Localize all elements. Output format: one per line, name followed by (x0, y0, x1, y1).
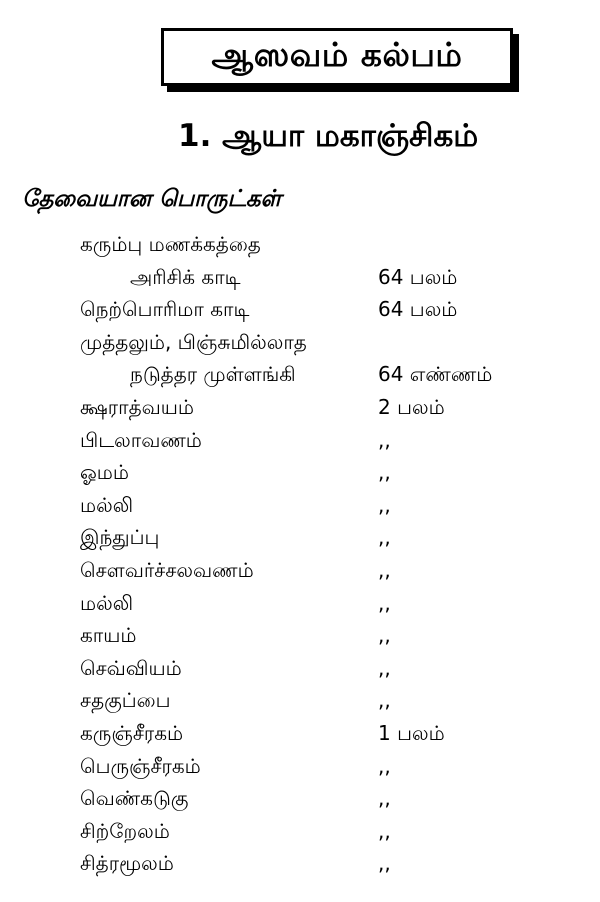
ingredient-row (0, 652, 600, 685)
ingredient-qty: ,, (378, 590, 391, 615)
ingredient-qty: ,, (378, 851, 391, 876)
ingredient-name: ஓமம் (80, 460, 129, 485)
ingredient-row (0, 391, 600, 424)
ingredient-name: இந்துப்பு (80, 525, 160, 550)
ingredient-row (0, 424, 600, 457)
ingredient-name: கருஞ்சீரகம் (80, 720, 184, 745)
ingredient-row (0, 521, 600, 554)
ingredient-name: நெற்பொரிமா காடி (80, 297, 250, 322)
ingredient-qty: ,, (378, 623, 391, 648)
ingredient-list (0, 228, 600, 880)
ingredient-qty: ,, (378, 492, 391, 517)
ingredient-row (0, 456, 600, 489)
ingredient-row (0, 619, 600, 652)
ingredient-name: காயம் (80, 623, 137, 648)
ingredient-row (0, 750, 600, 783)
ingredient-qty: 64 பலம் (378, 297, 458, 322)
box-title: ஆஸவம் கல்பம் (211, 35, 463, 74)
ingredient-row (0, 554, 600, 587)
ingredient-name: முத்தலும், பிஞ்சுமில்லாத (80, 329, 307, 354)
ingredient-row (0, 684, 600, 717)
ingredient-qty: ,, (378, 427, 391, 452)
ingredient-name: வெண்கடுகு (80, 786, 189, 811)
ingredient-row (0, 261, 600, 294)
ingredient-qty: 1 பலம் (378, 720, 445, 745)
ingredient-row (0, 326, 600, 359)
section-heading: தேவையான பொருட்கள் (22, 186, 282, 212)
ingredient-qty: 2 பலம் (378, 394, 445, 419)
ingredient-name: மல்லி (80, 590, 134, 615)
ingredient-name: அரிசிக் காடி (130, 264, 241, 289)
title-box (161, 28, 513, 86)
ingredient-name: க்ஷராத்வயம் (80, 394, 194, 419)
ingredient-name: மல்லி (80, 492, 134, 517)
ingredient-row (0, 717, 600, 750)
ingredient-qty: ,, (378, 786, 391, 811)
ingredient-name: சதகுப்பை (80, 688, 171, 713)
ingredient-name: நடுத்தர முள்ளங்கி (130, 362, 296, 387)
ingredient-qty: 64 எண்ணம் (378, 362, 493, 387)
ingredient-row (0, 489, 600, 522)
ingredient-row (0, 782, 600, 815)
ingredient-row (0, 587, 600, 620)
ingredient-qty: ,, (378, 655, 391, 680)
ingredient-qty: ,, (378, 753, 391, 778)
ingredient-row (0, 293, 600, 326)
ingredient-qty: ,, (378, 460, 391, 485)
ingredient-name: பெருஞ்சீரகம் (80, 753, 201, 778)
ingredient-row (0, 815, 600, 848)
ingredient-name: சித்ரமூலம் (80, 851, 174, 876)
ingredient-name: கரும்பு மணக்கத்தை (80, 232, 261, 256)
chapter-title: 1. ஆயா மகாஞ்சிகம் (178, 118, 479, 154)
ingredient-name: சிற்றேலம் (80, 818, 170, 843)
ingredient-name: செவ்வியம் (80, 655, 182, 680)
ingredient-qty: ,, (378, 557, 391, 582)
ingredient-name: பிடலாவணம் (80, 427, 202, 452)
ingredient-qty: ,, (378, 525, 391, 550)
ingredient-row (0, 228, 600, 261)
ingredient-qty: ,, (378, 818, 391, 843)
ingredient-row (0, 358, 600, 391)
ingredient-qty: ,, (378, 688, 391, 713)
ingredient-row (0, 847, 600, 880)
ingredient-qty: 64 பலம் (378, 264, 458, 289)
ingredient-name: சௌவர்ச்சலவணம் (80, 557, 254, 582)
